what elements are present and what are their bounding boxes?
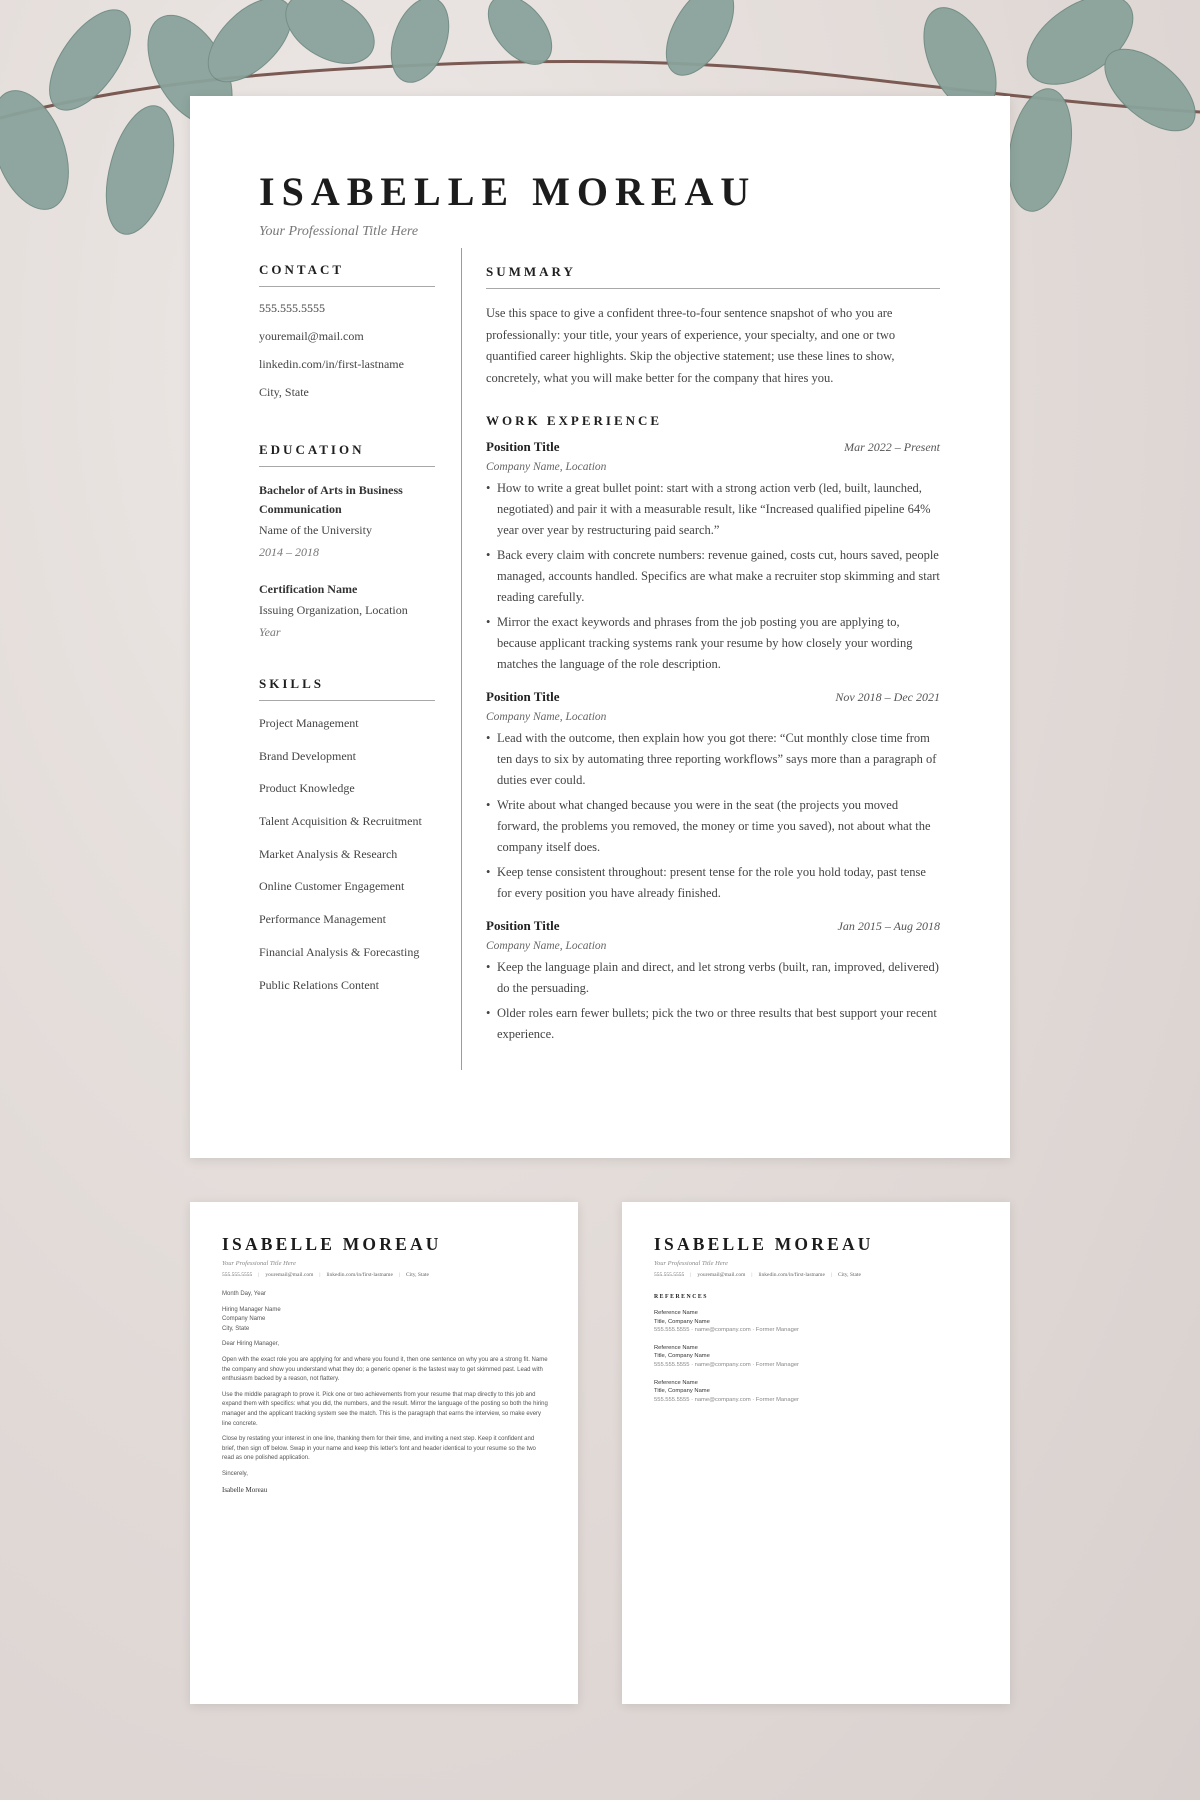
reference-name: Reference Name (654, 1310, 698, 1316)
references-heading: REFERENCES (654, 1294, 708, 1300)
contact-separator: | (830, 1272, 833, 1278)
references-contact (654, 1272, 861, 1278)
job-header (486, 918, 940, 934)
certification-org: Issuing Organization, Location (259, 603, 408, 617)
job-title: Position Title (486, 689, 560, 704)
right-column (486, 264, 940, 1059)
cover-letter-title: Your Professional Title Here (222, 1260, 296, 1267)
certification-name: Certification Name (259, 582, 358, 596)
skill-item: Online Customer Engagement (259, 879, 405, 894)
recipient-line: Company Name (222, 1316, 266, 1323)
education-heading: EDUCATION (259, 442, 435, 467)
contact-item: linkedin.com/in/first-lastname (326, 1272, 393, 1278)
job-dates: Jan 2015 – Aug 2018 (837, 919, 940, 933)
summary-section (486, 264, 940, 389)
contact-item: City, State (838, 1272, 861, 1278)
reference-contact: 555.555.5555 · name@company.com · Former Manager (654, 1361, 799, 1368)
resume-title: Your Professional Title Here (259, 224, 419, 239)
contact-location: City, State (259, 385, 309, 399)
job-header (486, 439, 940, 455)
skill-item: Talent Acquisition & Recruitment (259, 814, 422, 829)
job-bullet: • Lead with the outcome, then explain how you got there: “Cut monthly close time from ten days to six by automating three reporting workflows” says more than a paragraph of duties ever could. (486, 728, 940, 791)
skill-item: Market Analysis & Research (259, 846, 398, 861)
letter-recipient (222, 1306, 548, 1335)
cover-letter-contact (222, 1272, 429, 1278)
letter-signature: Isabelle Moreau (222, 1485, 268, 1494)
reference-title: Title, Company Name (654, 1353, 710, 1360)
job-bullet: • Back every claim with concrete numbers: revenue gained, costs cut, hours saved, people managed, accounts handled. Specifics are what make a recruiter stop skimming and start reading carefully. (486, 545, 940, 608)
references-body (654, 1294, 980, 1413)
education-years: 2014 – 2018 (259, 545, 319, 559)
contact-phone: 555.555.5555 (259, 301, 325, 315)
references-title: Your Professional Title Here (654, 1260, 728, 1267)
letter-greeting: Dear Hiring Manager, (222, 1341, 280, 1348)
reference-contact: 555.555.5555 · name@company.com · Former Manager (654, 1396, 799, 1403)
references-list (654, 1309, 980, 1404)
references-page (622, 1202, 1010, 1704)
job-bullet: • Write about what changed because you were in the seat (the projects you moved forward, the problems you removed, the money or time you saved), not about what the company itself does. (486, 795, 940, 858)
job-entry (486, 439, 940, 675)
education-section (259, 442, 435, 640)
job-company: Company Name, Location (486, 711, 607, 723)
summary-heading: SUMMARY (486, 264, 940, 289)
resume-page (190, 96, 1010, 1158)
contact-heading: CONTACT (259, 262, 435, 287)
job-company: Company Name, Location (486, 940, 607, 952)
job-company: Company Name, Location (486, 461, 607, 473)
experience-heading: WORK EXPERIENCE (486, 413, 663, 428)
contact-email: youremail@mail.com (259, 329, 364, 343)
contact-item: youremail@mail.com (265, 1272, 314, 1278)
letter-paragraph: Close by restating your interest in one line, thanking them for their time, and inviting a next step. Keep it confident and brief, then sign off below. Swap in your name and keep this letter's font and header identical to your resume so the two read as one polished application. (222, 1436, 536, 1462)
jobs-list (486, 439, 940, 1045)
reference-contact: 555.555.5555 · name@company.com · Former Manager (654, 1327, 799, 1334)
recipient-line: Hiring Manager Name (222, 1306, 281, 1313)
job-header (486, 689, 940, 705)
skill-item: Public Relations Content (259, 977, 379, 992)
job-dates: Mar 2022 – Present (844, 440, 940, 454)
contact-separator: | (319, 1272, 321, 1278)
reference-name: Reference Name (654, 1344, 698, 1351)
contact-separator: | (690, 1272, 692, 1278)
job-bullets (486, 478, 940, 675)
job-title: Position Title (486, 439, 560, 454)
job-bullets (486, 728, 940, 904)
reference-title: Title, Company Name (654, 1318, 710, 1325)
skill-item: Performance Management (259, 912, 386, 927)
summary-text: Use this space to give a confident three-to-four sentence snapshot of who you are professionally: your title, your years of experience, your specialty, and one or two quantified career highlights. Skip the objective statement; use these lines to show, concretely, what you will make better for the company that hires you. (486, 306, 896, 385)
contact-separator: | (398, 1272, 401, 1278)
column-divider (461, 248, 462, 1070)
resume-name: ISABELLE MOREAU (259, 169, 757, 214)
reference-name: Reference Name (654, 1379, 698, 1386)
job-entry (486, 689, 940, 904)
contact-section (259, 262, 435, 400)
contact-item: 555.555.5555 (654, 1272, 685, 1278)
education-degree: Bachelor of Arts in Business Communication (259, 483, 403, 516)
job-entry (486, 918, 940, 1045)
job-bullet: • Older roles earn fewer bullets; pick the two or three results that best support your recent experience. (486, 1003, 940, 1045)
certification-year: Year (259, 625, 281, 639)
cover-letter-body (222, 1290, 548, 1501)
contact-item: City, State (406, 1272, 429, 1278)
skills-heading: SKILLS (259, 676, 435, 701)
job-bullets (486, 957, 940, 1045)
skills-section (259, 676, 435, 993)
contact-item: linkedin.com/in/first-lastname (758, 1272, 825, 1278)
job-bullet: • Keep tense consistent throughout: present tense for the role you hold today, past tense for every position you have already finished. (486, 862, 940, 904)
reference-entry (654, 1344, 980, 1370)
job-bullet: • How to write a great bullet point: start with a strong action verb (led, built, launched, negotiated) and pair it with a measurable result, like “Increased qualified pipeline 64% year over year by restructuring paid search.” (486, 478, 940, 541)
cover-letter-page (190, 1202, 578, 1704)
reference-entry (654, 1309, 980, 1335)
contact-separator: | (258, 1272, 260, 1278)
skill-item: Product Knowledge (259, 781, 355, 796)
cover-letter-name: ISABELLE MOREAU (222, 1234, 442, 1254)
skill-item: Financial Analysis & Forecasting (259, 944, 420, 959)
letter-closing: Sincerely, (222, 1470, 248, 1477)
skill-item: Brand Development (259, 748, 356, 763)
job-bullet: • Mirror the exact keywords and phrases from the job posting you are applying to, because applicant tracking systems rank your resume by how closely your wording matches the language of the role description. (486, 612, 940, 675)
experience-section (486, 413, 940, 1045)
contact-item: 555.555.5555 (222, 1272, 253, 1278)
letter-paragraph: Open with the exact role you are applying for and where you found it, then one sentence on why you are a strong fit. Name the company and show you understand what they do; a generic opener is the fastest way to get skimmed past. Lead with enthusiasm backed by a reason, not flattery. (222, 1356, 548, 1383)
job-title: Position Title (486, 918, 560, 933)
education-school: Name of the University (259, 523, 372, 537)
recipient-line: City, State (222, 1325, 250, 1332)
letter-paragraph: Use the middle paragraph to prove it. Pick one or two achievements from your resume that map directly to this job and expand them with specifics: what you did, the numbers, and the result. Mirror the language of the posting so both the hiring manager and the applicant tracking system see the match. This is the paragraph that earns the interview, so make every line concrete. (222, 1391, 548, 1427)
job-bullet: • Keep the language plain and direct, and let strong verbs (built, ran, improved, delivered) do the persuading. (486, 957, 940, 999)
letter-date: Month Day, Year (222, 1291, 266, 1297)
skills-list (259, 715, 435, 993)
references-name: ISABELLE MOREAU (654, 1234, 874, 1254)
skill-item: Project Management (259, 716, 359, 730)
contact-separator: | (751, 1272, 753, 1278)
contact-linkedin: linkedin.com/in/first-lastname (259, 357, 404, 371)
job-dates: Nov 2018 – Dec 2021 (835, 690, 940, 704)
reference-entry (654, 1379, 980, 1405)
contact-item: youremail@mail.com (697, 1272, 746, 1278)
reference-title: Title, Company Name (654, 1388, 710, 1395)
left-column (259, 262, 435, 1009)
